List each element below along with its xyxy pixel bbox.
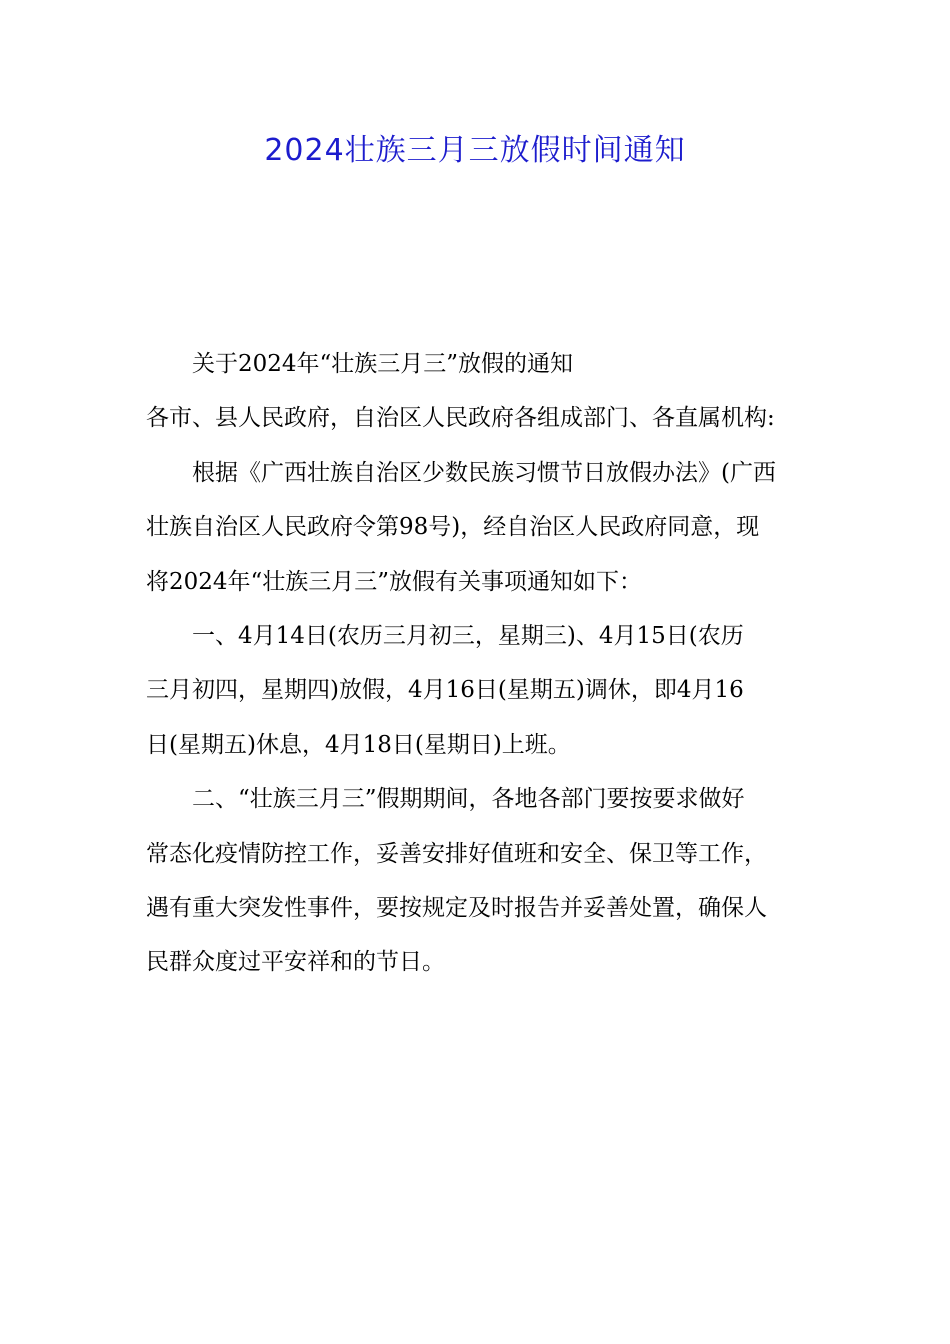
paragraph-line: 三月初四，星期四)放假，4月16日(星期五)调休，即4月16 bbox=[146, 677, 744, 704]
paragraph-line: 日(星期五)休息，4月18日(星期日)上班。 bbox=[146, 731, 571, 758]
addressee-paragraph bbox=[146, 391, 810, 445]
paragraph-line: 一、4月14日(农历三月初三，星期三)、4月15日(农历 bbox=[192, 623, 744, 650]
notice-heading: 关于2024年“壮族三月三”放假的通知 bbox=[192, 351, 574, 377]
addressee-line: 各市、县人民政府，自治区人民政府各组成部门、各直属机构: bbox=[146, 405, 775, 432]
paragraph-line: 壮族自治区人民政府令第98号)，经自治区人民政府同意，现 bbox=[146, 514, 760, 541]
basis-paragraph bbox=[146, 446, 810, 609]
paragraph-line: 将2024年“壮族三月三”放假有关事项通知如下： bbox=[146, 568, 643, 595]
item-two-paragraph bbox=[146, 772, 810, 990]
paragraph-line: 常态化疫情防控工作，妥善安排好值班和安全、保卫等工作， bbox=[146, 840, 767, 867]
document-title: 2024壮族三月三放假时间通知 bbox=[264, 133, 686, 168]
paragraph-line: 根据《广西壮族自治区少数民族习惯节日放假办法》(广西 bbox=[192, 459, 776, 486]
paragraph-line: 民群众度过平安祥和的节日。 bbox=[146, 949, 445, 976]
notice-heading-paragraph bbox=[146, 337, 810, 391]
paragraph-line: 二、“壮族三月三”假期期间，各地各部门要按要求做好 bbox=[192, 786, 745, 813]
document-body bbox=[146, 337, 810, 990]
item-one-paragraph bbox=[146, 609, 810, 772]
paragraph-line: 遇有重大突发性事件，要按规定及时报告并妥善处置，确保人 bbox=[146, 895, 767, 922]
